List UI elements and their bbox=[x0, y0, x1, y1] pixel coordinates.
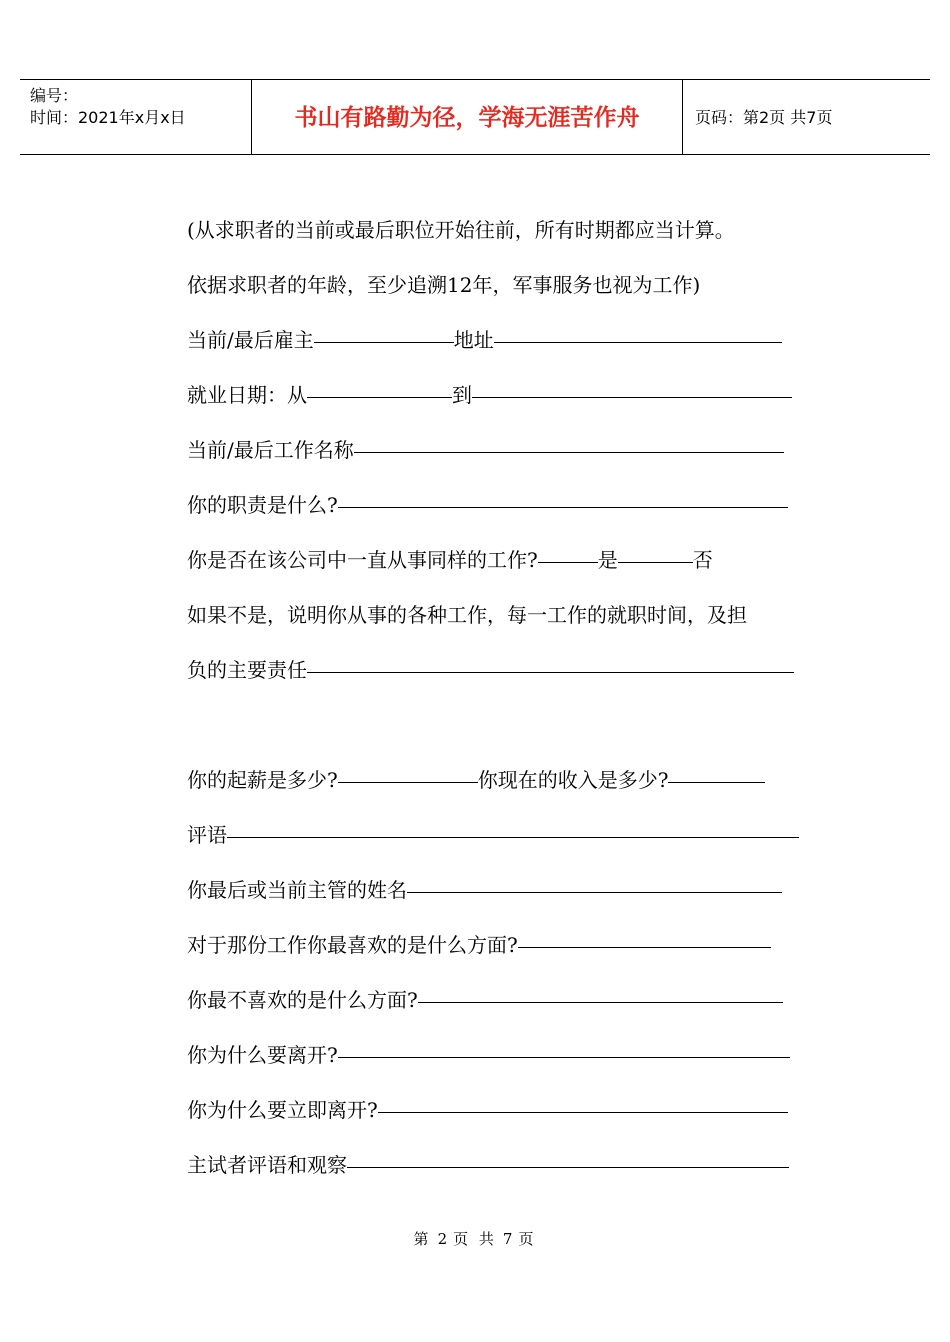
footer-page-number: 2 bbox=[437, 1230, 448, 1248]
address-label: 地址 bbox=[453, 328, 494, 352]
liked-most-field[interactable] bbox=[518, 946, 771, 948]
why-leave-now-row bbox=[187, 1083, 809, 1138]
interviewer-label: 主试者评语和观察 bbox=[187, 1153, 347, 1177]
employer-row bbox=[187, 313, 809, 368]
header-motto-cell bbox=[252, 80, 683, 154]
liked-most-label: 对于那份工作你最喜欢的是什么方面? bbox=[187, 933, 518, 957]
page-footer bbox=[0, 1228, 950, 1249]
if-not-row bbox=[187, 588, 809, 643]
job-title-row bbox=[187, 423, 809, 478]
same-work-row bbox=[187, 533, 809, 588]
employment-from-field[interactable] bbox=[307, 396, 452, 398]
comments-row bbox=[187, 808, 809, 863]
why-leave-now-field[interactable] bbox=[378, 1111, 788, 1113]
employment-to-field[interactable] bbox=[472, 396, 792, 398]
footer-prefix: 第 bbox=[413, 1230, 432, 1248]
comments-field[interactable] bbox=[227, 836, 799, 838]
employment-dates-label: 就业日期：从 bbox=[187, 383, 307, 407]
intro-line-1 bbox=[187, 203, 809, 258]
duties-label: 你的职责是什么? bbox=[187, 493, 338, 517]
header-page-label: 页码：第2页 共7页 bbox=[695, 108, 833, 127]
same-work-no-field[interactable] bbox=[618, 561, 693, 563]
if-not-label: 如果不是，说明你从事的各种工作，每一工作的就职时间，及担 bbox=[187, 603, 747, 627]
same-work-yes-field[interactable] bbox=[538, 561, 598, 563]
employment-dates-row bbox=[187, 368, 809, 423]
same-work-no-label: 否 bbox=[692, 548, 713, 572]
responsibilities-field[interactable] bbox=[307, 671, 794, 673]
duties-field[interactable] bbox=[338, 506, 788, 508]
document-header bbox=[20, 79, 930, 155]
employer-field[interactable] bbox=[314, 341, 454, 343]
why-leave-now-label: 你为什么要立即离开? bbox=[187, 1098, 378, 1122]
employment-to-label: 到 bbox=[452, 383, 472, 407]
job-title-label: 当前/最后工作名称 bbox=[187, 438, 354, 462]
same-work-label: 你是否在该公司中一直从事同样的工作? bbox=[187, 548, 538, 572]
liked-least-label: 你最不喜欢的是什么方面? bbox=[187, 988, 418, 1012]
header-motto: 书山有路勤为径，学海无涯苦作舟 bbox=[294, 105, 640, 131]
supervisor-row bbox=[187, 863, 809, 918]
liked-most-row bbox=[187, 918, 809, 973]
document-date-label: 时间：2021年x月x日 bbox=[30, 108, 186, 127]
current-income-field[interactable] bbox=[668, 781, 765, 783]
supervisor-label: 你最后或当前主管的姓名 bbox=[187, 878, 407, 902]
header-meta-cell bbox=[20, 80, 252, 154]
responsibilities-label: 负的主要责任 bbox=[187, 658, 307, 682]
footer-middle: 页 共 bbox=[453, 1230, 497, 1248]
interviewer-field[interactable] bbox=[347, 1166, 789, 1168]
current-income-label: 你现在的收入是多少? bbox=[477, 768, 669, 792]
supervisor-field[interactable] bbox=[407, 891, 782, 893]
intro-text-2: 依据求职者的年龄，至少追溯12年，军事服务也视为工作) bbox=[187, 273, 701, 297]
why-leave-row bbox=[187, 1028, 809, 1083]
responsibilities-row bbox=[187, 643, 809, 698]
salary-row bbox=[187, 753, 809, 808]
header-page-cell bbox=[683, 80, 930, 154]
address-field[interactable] bbox=[494, 341, 782, 343]
form-body bbox=[187, 203, 809, 1193]
employer-label: 当前/最后雇主 bbox=[187, 328, 314, 352]
duties-row bbox=[187, 478, 809, 533]
liked-least-field[interactable] bbox=[418, 1001, 783, 1003]
liked-least-row bbox=[187, 973, 809, 1028]
footer-total-pages: 7 bbox=[502, 1230, 513, 1248]
document-number-label: 编号： bbox=[30, 86, 79, 105]
footer-suffix: 页 bbox=[518, 1230, 537, 1248]
starting-salary-field[interactable] bbox=[338, 781, 478, 783]
intro-text-1: (从求职者的当前或最后职位开始往前，所有时期都应当计算。 bbox=[187, 218, 735, 242]
interviewer-row bbox=[187, 1138, 809, 1193]
starting-salary-label: 你的起薪是多少? bbox=[187, 768, 338, 792]
job-title-field[interactable] bbox=[354, 451, 784, 453]
intro-line-2 bbox=[187, 258, 809, 313]
responsibilities-continuation-row bbox=[187, 698, 809, 753]
same-work-yes-label: 是 bbox=[597, 548, 618, 572]
why-leave-field[interactable] bbox=[338, 1056, 790, 1058]
comments-label: 评语 bbox=[187, 823, 227, 847]
why-leave-label: 你为什么要离开? bbox=[187, 1043, 338, 1067]
